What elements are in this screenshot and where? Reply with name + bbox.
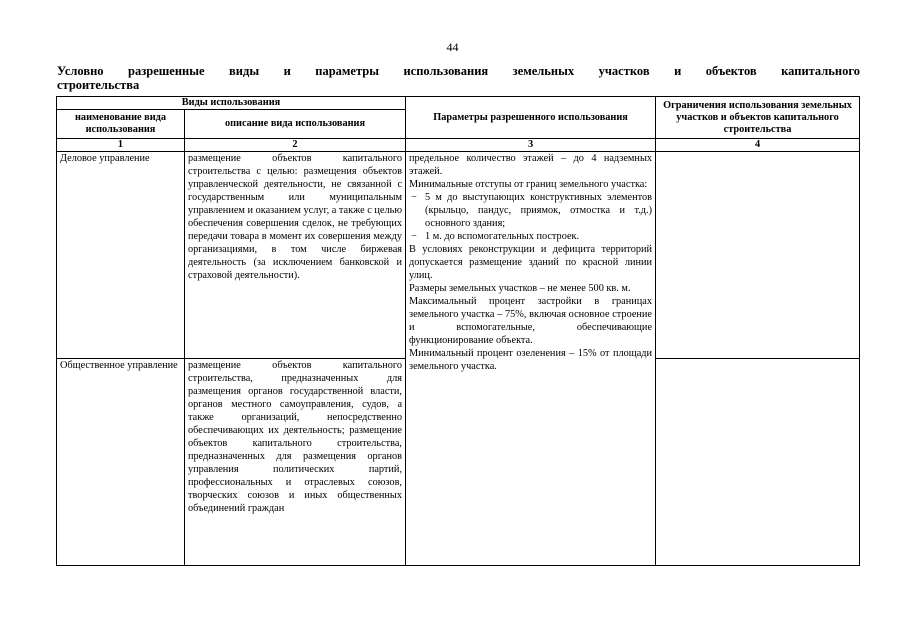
column-number-3: 3 — [406, 139, 656, 152]
param-plot-size: Размеры земельных участков – не менее 500 кв. м. — [409, 283, 631, 294]
list-item: − 1 м. до вспомогательных построек. — [409, 230, 652, 243]
header-parameters: Параметры разрешенного использования — [406, 97, 656, 139]
use-name-cell: Деловое управление — [57, 152, 185, 359]
column-number-1: 1 — [57, 139, 185, 152]
parameters-cell — [406, 152, 656, 566]
param-max-coverage: Максимальный процент застройки в границах земельного участка – 75%, включая основное строение и вспомогательные, обеспечивающие функционирование объекта. — [409, 296, 653, 346]
param-min-greenery: Минимальный процент озеленения – 15% от площади земельного участка. — [409, 348, 653, 372]
param-setbacks: Минимальные отступы от границ земельного участка: — [409, 179, 648, 190]
header-use-description: описание вида использования — [185, 110, 406, 139]
use-description-cell: размещение объектов капитального строительства с целью: размещения объектов управленческой деятельности, не связанной с государственным или муниципальным управлением и оказанием услуг, а также с целью обеспечения совершения сделок, не требующих передачи товара в момент их совершения между организациями, в том числе биржевая деятельность (за исключением банковской и страховой деятельности). — [185, 152, 406, 359]
table-row — [57, 152, 860, 359]
param-reconstruction: В условиях реконструкции и дефицита территорий допускается размещение зданий по красной линии улиц. — [409, 244, 653, 281]
use-name-cell: Общественное управление — [57, 359, 185, 566]
column-number-4: 4 — [656, 139, 860, 152]
header-use-name: наименование вида использования — [57, 110, 185, 139]
header-limits: Ограничения использования земельных участков и объектов капитального строительства — [656, 97, 860, 139]
use-description-cell: размещение объектов капитального строительства, предназначенных для размещения органов государственной власти, органов местного самоуправления, судов, а также организаций, непосредственно обеспечивающих их деятельность; размещение объектов капитального строительства, предназначенных для размещения органов управления политических партий, профессиональных и отраслевых союзов, творческих союзов и иных общественных объединений граждан — [185, 359, 406, 566]
header-group-uses: Виды использования — [57, 97, 406, 110]
land-use-table — [56, 96, 860, 566]
limits-cell — [656, 359, 860, 566]
limits-cell — [656, 152, 860, 359]
param-floors: предельное количество этажей – до 4 надземных этажей. — [409, 153, 653, 177]
title-line-1: Условно разрешенные виды и параметры использования земельных участков и объектов капитального — [57, 64, 860, 78]
column-number-2: 2 — [185, 139, 406, 152]
document-title — [57, 64, 860, 92]
title-line-2: строительства — [57, 78, 140, 92]
setback-list — [409, 191, 652, 243]
list-item: − 5 м до выступающих конструктивных элементов (крыльцо, пандус, приямок, отмостка и т.д.) основного здания; — [409, 191, 652, 230]
page-number: 44 — [446, 40, 459, 54]
